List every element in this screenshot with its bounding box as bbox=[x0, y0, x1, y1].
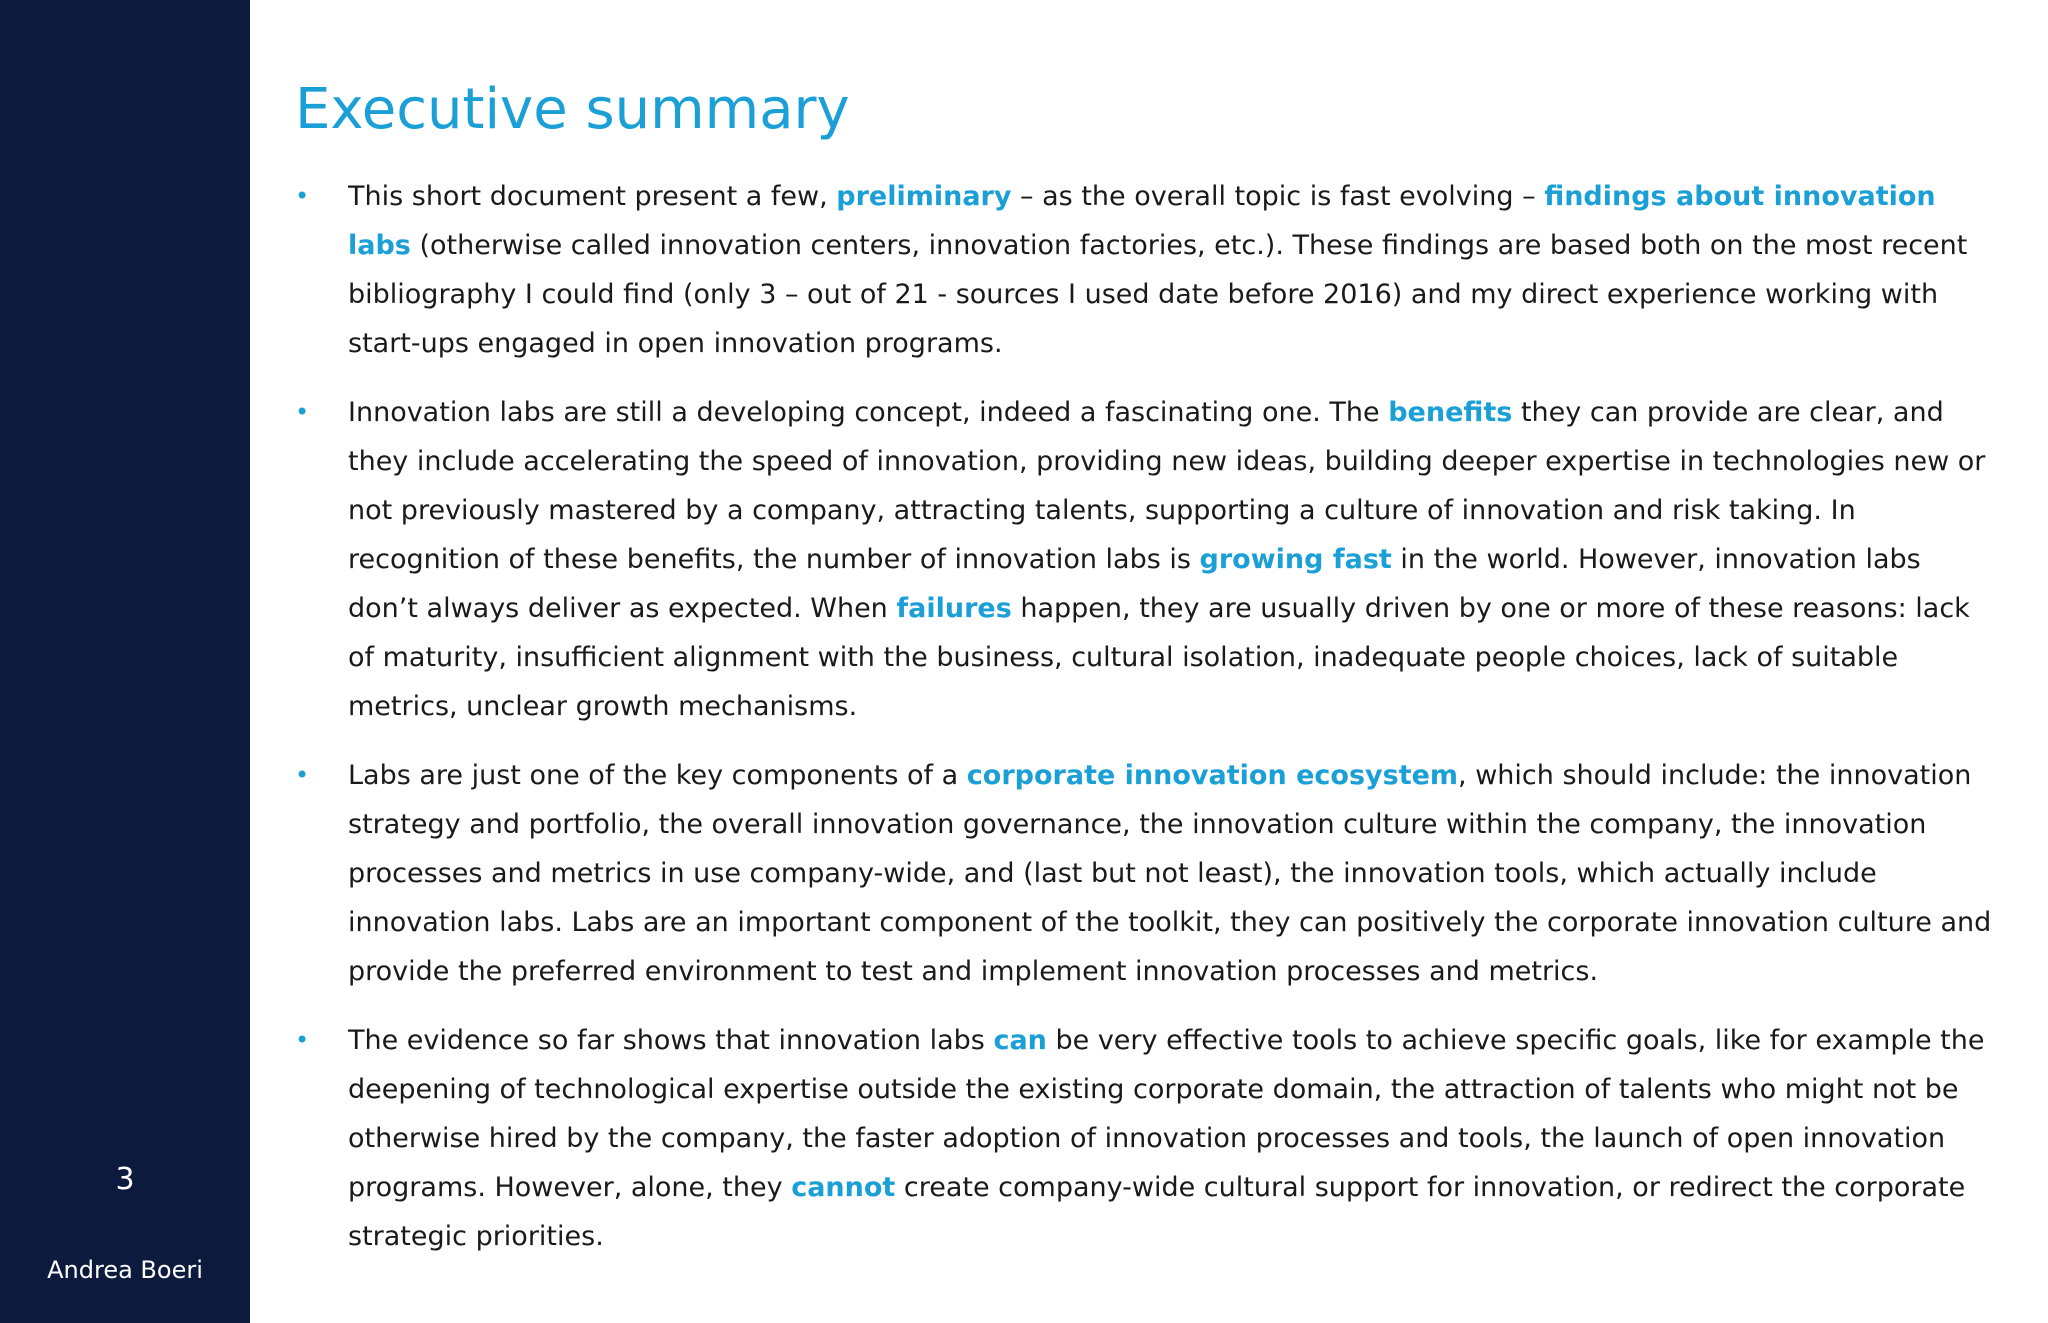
sidebar bbox=[0, 0, 250, 1323]
author-name: Andrea Boeri bbox=[47, 1256, 203, 1284]
bullet-text: Innovation labs are still a developing concept, indeed a fascinating one. The bbox=[348, 397, 1389, 428]
page-title: Executive summary bbox=[295, 77, 850, 142]
bullet-text: , which should include: the innovation strategy and portfolio, the overall innovation governance, the innovation culture within the company, the innovation processes and metrics in use company-wide, and (last but not least), the innovation tools, which actually include innovation labs. Labs are an important component of the toolkit, they can positively the corporate innovation culture and provide the preferred environment to test and implement innovation processes and metrics. bbox=[348, 760, 1992, 987]
bullet-dot-icon: • bbox=[295, 761, 310, 789]
bullet-text: – as the overall topic is fast evolving – bbox=[1011, 181, 1545, 212]
bullet-text: create company-wide cultural support for innovation, or redirect the corporate strategic priorities. bbox=[348, 1172, 1966, 1252]
bullet-text: they can provide are clear, and they include accelerating the speed of innovation, providing new ideas, building deeper expertise in technologies new or not previously mastered by a company, attracting talents, supporting a culture of innovation and risk taking. In recognition of these benefits, the number of innovation labs is bbox=[348, 397, 1986, 575]
bullet-item bbox=[295, 388, 1995, 731]
highlight-text: cannot bbox=[791, 1172, 896, 1203]
bullet-text: in the world. However, innovation labs don’t always deliver as expected. When bbox=[348, 544, 1921, 624]
page-number: 3 bbox=[115, 1162, 135, 1197]
bullet-text: This short document present a few, bbox=[348, 181, 837, 212]
bullet-item bbox=[295, 1016, 1995, 1261]
highlight-text: failures bbox=[896, 593, 1012, 624]
highlight-text: benefits bbox=[1388, 397, 1513, 428]
bullet-item bbox=[295, 751, 1995, 996]
bullet-list bbox=[295, 172, 1995, 1261]
bullet-dot-icon: • bbox=[295, 1026, 310, 1054]
bullet-item bbox=[295, 172, 1995, 368]
bullet-text: (otherwise called innovation centers, innovation factories, etc.). These findings are based both on the most recent bibliography I could find (only 3 – out of 21 - sources I used date before 2016) and my direct experience working with start-ups engaged in open innovation programs. bbox=[348, 230, 1968, 359]
highlight-text: can bbox=[993, 1025, 1047, 1056]
bullet-text: Labs are just one of the key components of a bbox=[348, 760, 967, 791]
highlight-text: preliminary bbox=[836, 181, 1012, 212]
bullet-dot-icon: • bbox=[295, 398, 310, 426]
bullet-text: be very effective tools to achieve specific goals, like for example the deepening of technological expertise outside the existing corporate domain, the attraction of talents who might not be otherwise hired by the company, the faster adoption of innovation processes and tools, the launch of open innovation programs. However, alone, they bbox=[348, 1025, 1985, 1203]
highlight-text: growing fast bbox=[1199, 544, 1392, 575]
highlight-text: findings about innovation labs bbox=[348, 181, 1936, 261]
bullet-text: happen, they are usually driven by one or more of these reasons: lack of maturity, insufficient alignment with the business, cultural isolation, inadequate people choices, lack of suitable metrics, unclear growth mechanisms. bbox=[348, 593, 1970, 722]
highlight-text: corporate innovation ecosystem bbox=[966, 760, 1459, 791]
bullet-text: The evidence so far shows that innovation labs bbox=[348, 1025, 994, 1056]
bullet-dot-icon: • bbox=[295, 182, 310, 210]
